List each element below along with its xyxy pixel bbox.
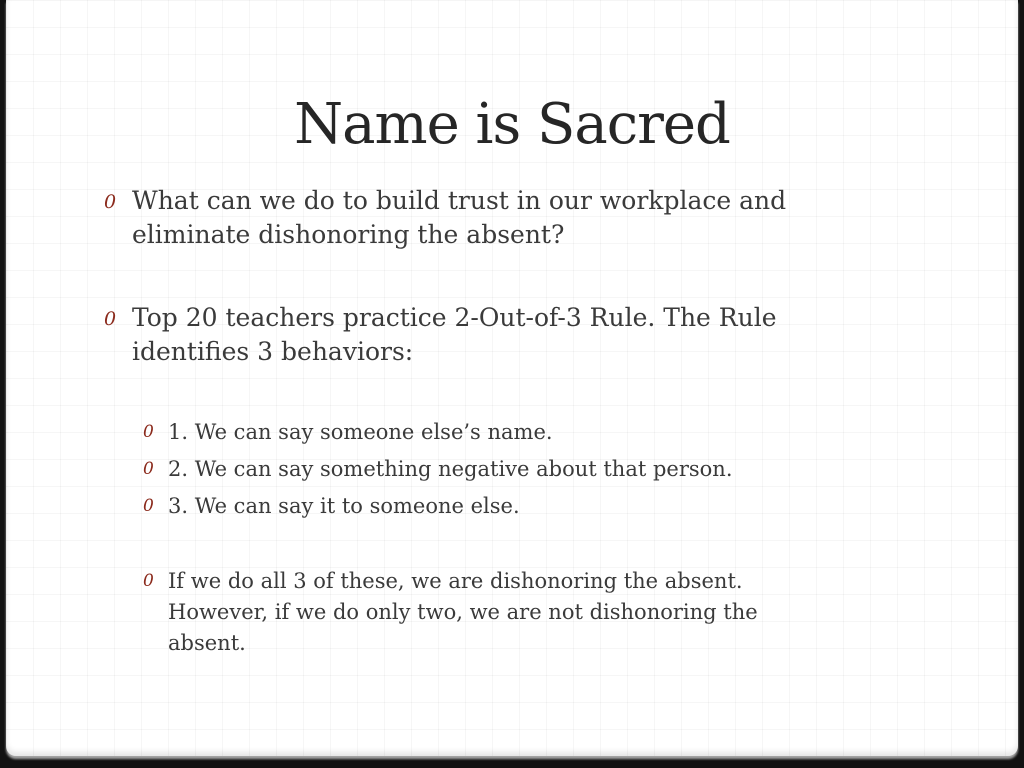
bullet-marker: 0 <box>143 422 154 442</box>
bullet-marker: 0 <box>104 308 117 330</box>
bullet-item <box>104 184 832 252</box>
bullet-marker: 0 <box>104 191 117 213</box>
sub-bullet-item <box>143 491 838 522</box>
sub-bullet-text: 1. We can say someone else’s name. <box>168 420 553 444</box>
sub-bullet-text: 2. We can say something negative about that person. <box>168 457 733 481</box>
sub-bullet-text: 3. We can say it to someone else. <box>168 494 520 518</box>
bullet-text: What can we do to build trust in our workplace and eliminate dishonoring the absent? <box>132 186 787 249</box>
bullet-item <box>104 301 832 369</box>
bullet-marker: 0 <box>143 459 154 479</box>
bullet-marker: 0 <box>143 496 154 516</box>
bullet-marker: 0 <box>143 571 154 591</box>
bullet-text: Top 20 teachers practice 2-Out-of-3 Rule. The Rule identifies 3 behaviors: <box>132 303 777 366</box>
slide-title: Name is Sacred <box>294 92 730 157</box>
sub-bullet-text: If we do all 3 of these, we are dishonoring the absent. However, if we do only two, we are not dishonoring the absent. <box>168 569 758 655</box>
sub-bullet-item <box>143 566 838 659</box>
sub-bullet-item <box>143 417 838 448</box>
sub-bullet-item <box>143 454 838 485</box>
